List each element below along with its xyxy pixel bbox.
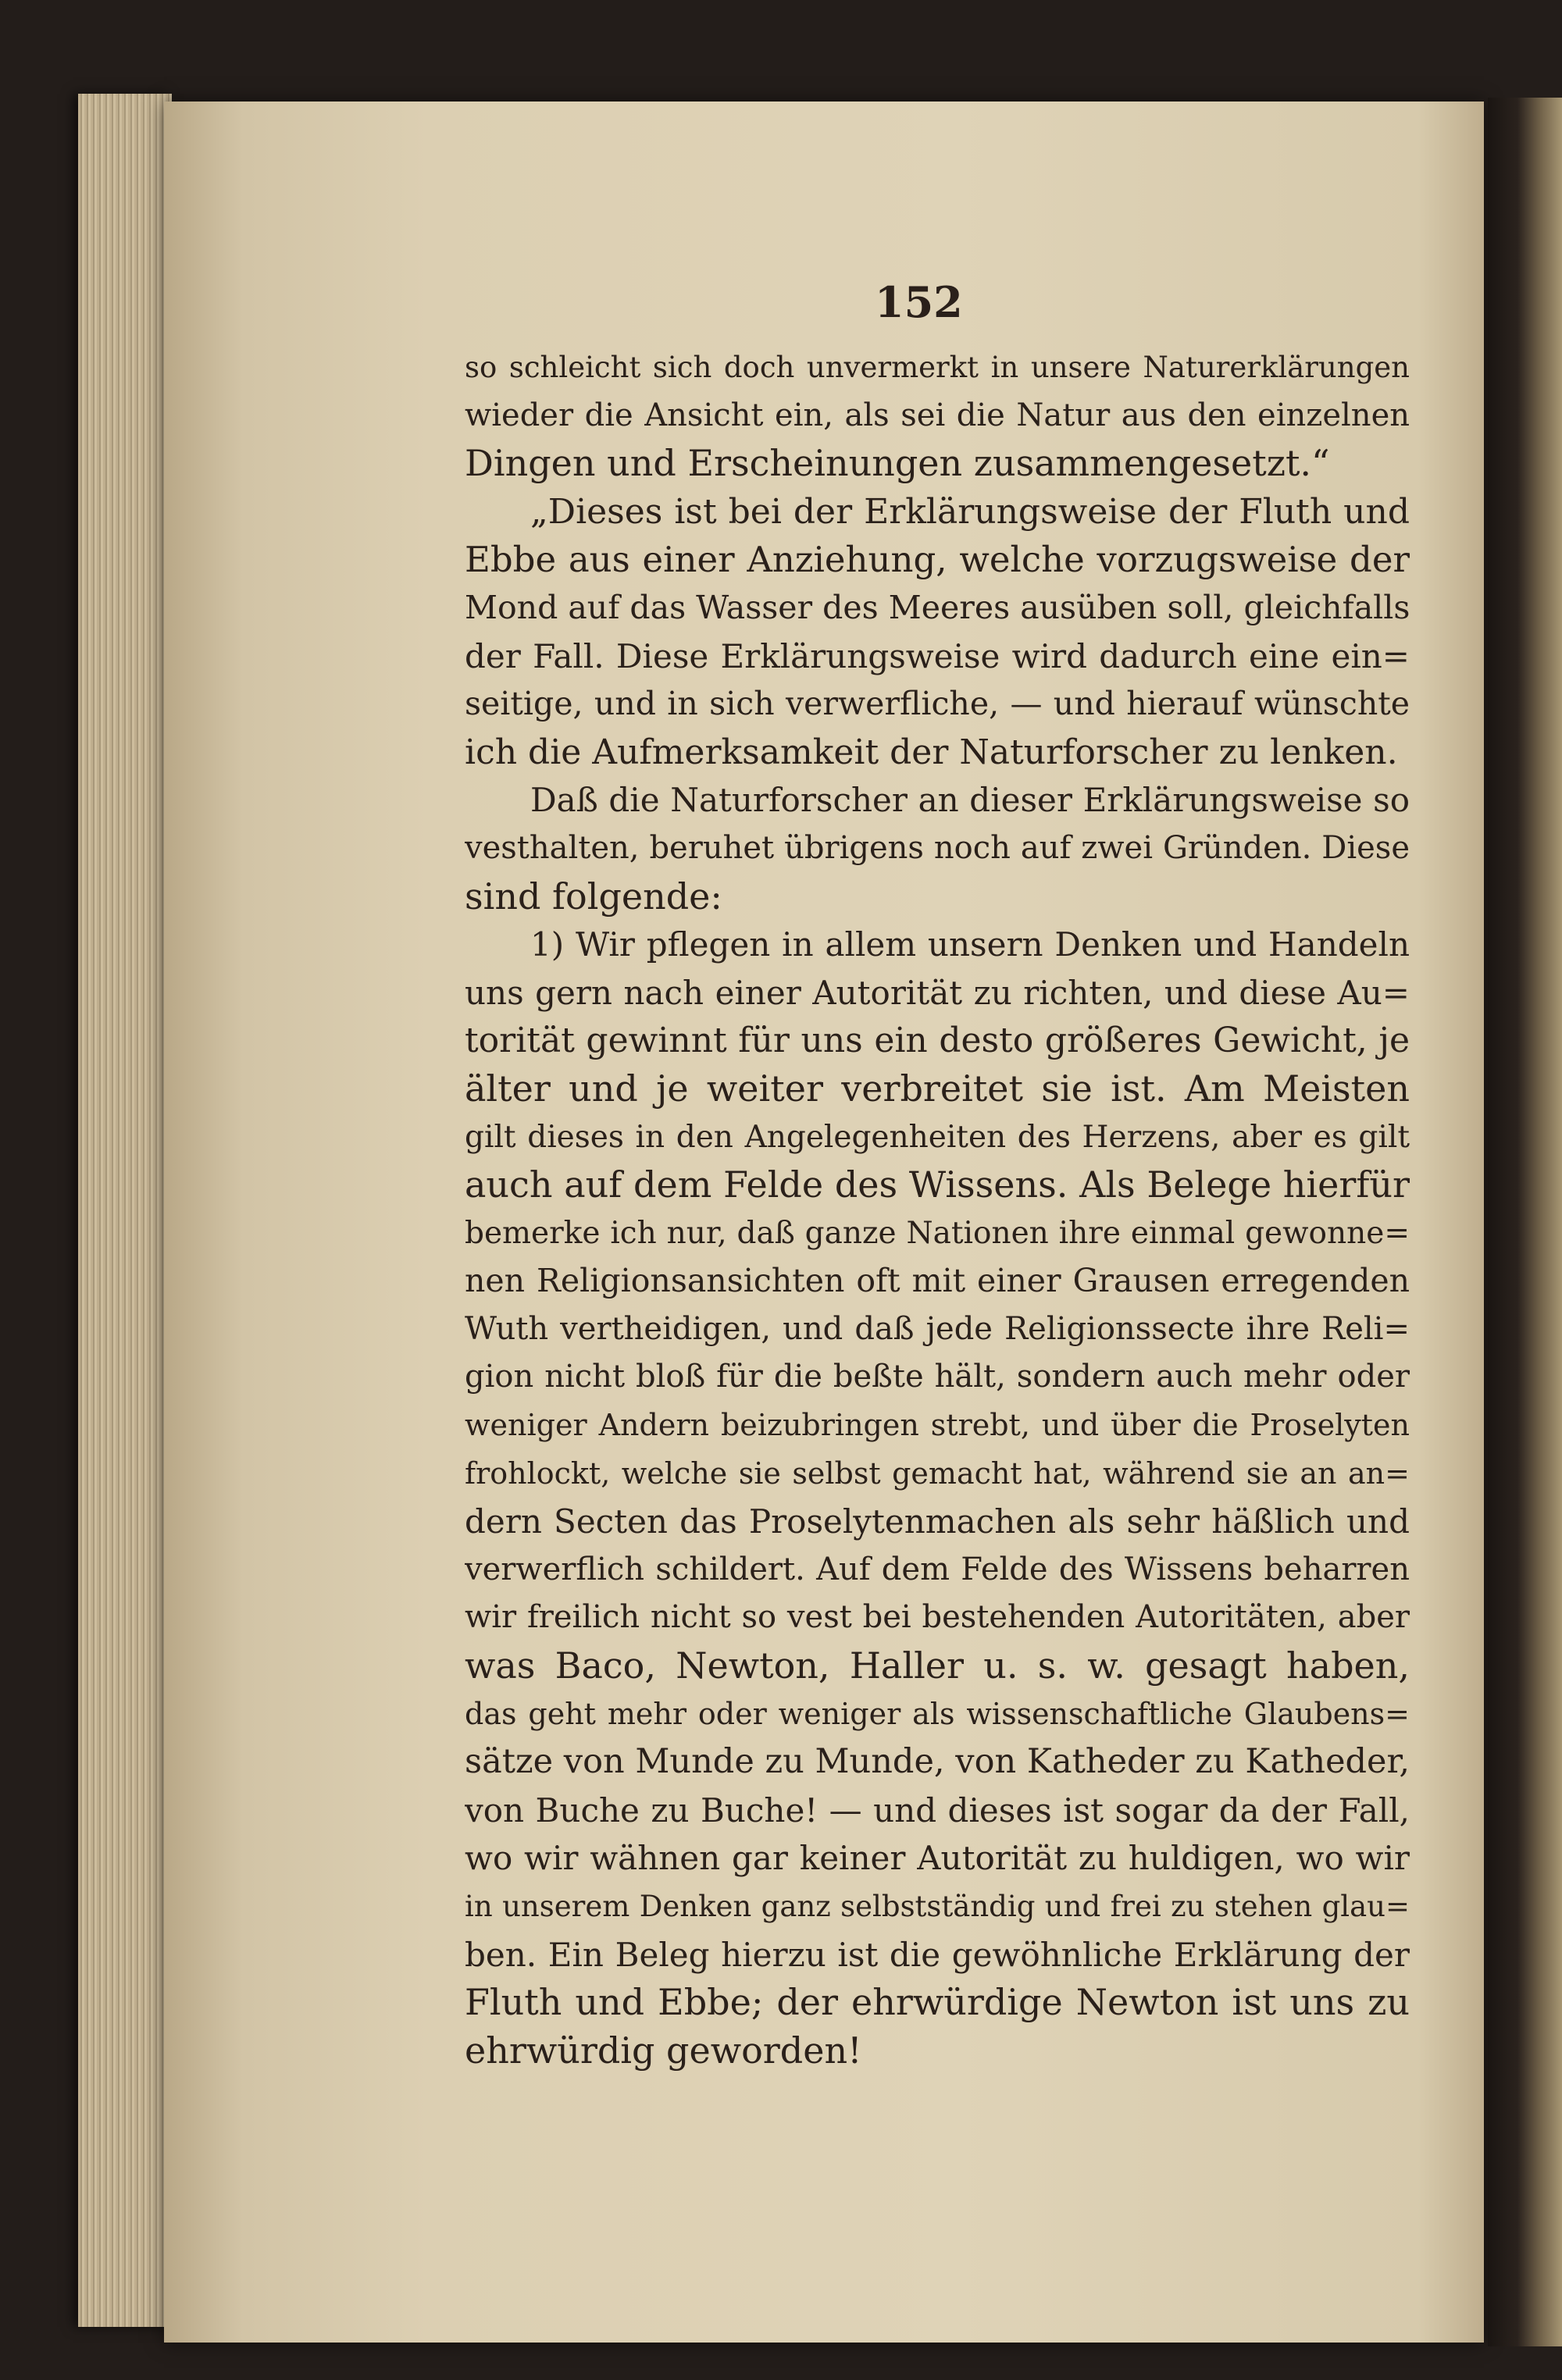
text-line: Dingen und Erscheinungen zusammengesetzt.“ <box>465 442 1330 485</box>
text-line: der Fall. Diese Erklärungsweise wird dadurch eine ein= <box>465 636 1410 675</box>
text-line: Ebbe aus einer Anziehung, welche vorzugsweise der <box>465 539 1410 581</box>
text-line: seitige, und in sich verwerfliche, — und hierauf wünschte <box>465 685 1410 723</box>
text-line: wieder die Ansicht ein, als sei die Natur aus den einzelnen <box>465 397 1410 433</box>
text-line: torität gewinnt für uns ein desto größeres Gewicht, je <box>465 1021 1410 1061</box>
text-line: ich die Aufmerksamkeit der Naturforscher zu lenken. <box>465 732 1398 772</box>
text-line: frohlockt, welche sie selbst gemacht hat, während sie an an= <box>465 1455 1410 1491</box>
text-line: 1) Wir pflegen in allem unsern Denken und Handeln <box>530 925 1410 964</box>
text-line: ehrwürdig geworden! <box>465 2029 862 2072</box>
text-line: Fluth und Ebbe; der ehrwürdige Newton ist uns zu <box>465 1981 1410 2024</box>
text-line: in unserem Denken ganz selbstständig und frei zu stehen glau= <box>465 1890 1410 1923</box>
page-number: 152 <box>875 277 963 327</box>
text-line: gion nicht bloß für die beßte hält, sondern auch mehr oder <box>465 1359 1410 1395</box>
text-line: wir freilich nicht so vest bei bestehenden Autoritäten, aber <box>465 1599 1410 1636</box>
text-line: gilt dieses in den Angelegenheiten des Herzens, aber es gilt <box>465 1119 1410 1155</box>
text-line: das geht mehr oder weniger als wissenschaftliche Glaubens= <box>465 1696 1410 1731</box>
text-line: so schleicht sich doch unvermerkt in unsere Naturerklärungen <box>465 351 1410 384</box>
text-line: älter und je weiter verbreitet sie ist. Am Meisten <box>465 1067 1410 1110</box>
text-line: wo wir wähnen gar keiner Autorität zu huldigen, wo wir <box>465 1839 1410 1878</box>
text-line: weniger Andern beizubringen strebt, und über die Proselyten <box>465 1408 1410 1443</box>
text-line: Daß die Naturforscher an dieser Erklärungsweise so <box>530 781 1410 820</box>
text-line: sätze von Munde zu Munde, von Katheder zu Katheder, <box>465 1742 1410 1782</box>
text-line: ben. Ein Beleg hierzu ist die gewöhnliche Erklärung der <box>465 1935 1410 1974</box>
text-line: auch auf dem Felde des Wissens. Als Belege hierfür <box>465 1163 1410 1206</box>
text-line: von Buche zu Buche! — und dieses ist sogar da der Fall, <box>465 1790 1410 1830</box>
text-line: vesthalten, beruhet übrigens noch auf zwei Gründen. Diese <box>465 829 1410 866</box>
text-line: Mond auf das Wasser des Meeres ausüben soll, gleichfalls <box>465 588 1410 626</box>
text-line: was Baco, Newton, Haller u. s. w. gesagt haben, <box>465 1644 1410 1687</box>
text-line: bemerke ich nur, daß ganze Nationen ihre einmal gewonne= <box>465 1215 1410 1251</box>
page-edges <box>78 94 172 2327</box>
body-text <box>465 344 1410 2075</box>
text-line: uns gern nach einer Autorität zu richten, und diese Au= <box>465 973 1410 1012</box>
text-line: verwerflich schildert. Auf dem Felde des Wissens beharren <box>465 1551 1410 1587</box>
text-line: Wuth vertheidigen, und daß jede Religionssecte ihre Reli= <box>465 1310 1410 1347</box>
text-line: dern Secten das Proselytenmachen als sehr häßlich und <box>465 1502 1410 1541</box>
text-line: sind folgende: <box>465 875 722 917</box>
next-page-edge <box>1488 98 1562 2346</box>
text-line: „Dieses ist bei der Erklärungsweise der Fluth und <box>530 491 1410 532</box>
text-line: nen Religionsansichten oft mit einer Grausen erregenden <box>465 1262 1410 1300</box>
